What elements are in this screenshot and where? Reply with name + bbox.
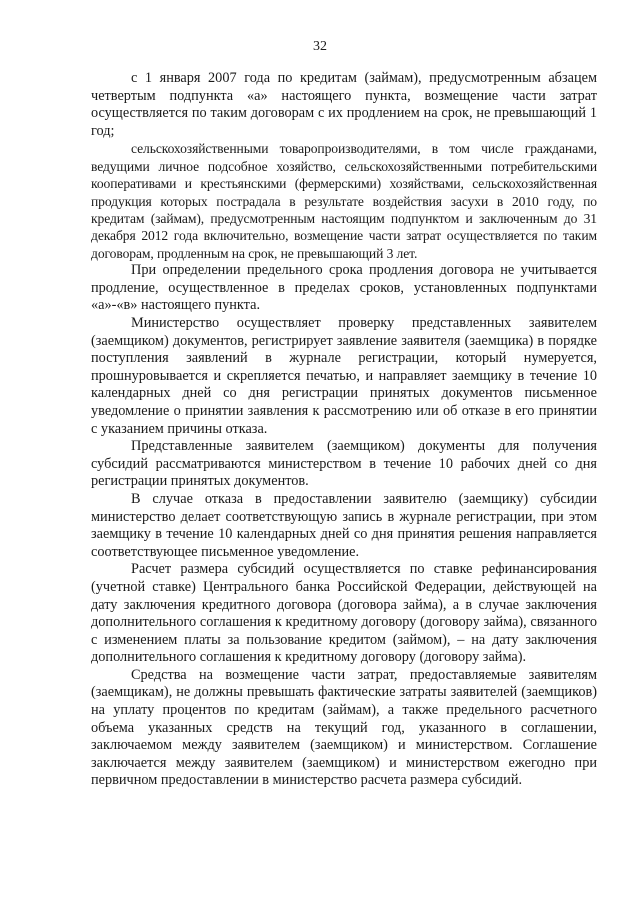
paragraph-extension-limit: При определении предельного срока продления договора не учитывается продление, осуществленное в пределах сроков, установленных подпунктами «а»-«в» настоящего пункта. (91, 262, 597, 314)
paragraph-subsidy-calculation: Расчет размера субсидий осуществляется по ставке рефинансирования (учетной ставке) Центрального банка Российской Федерации, действующей на дату заключения кредитного договора (договора займа), а в случае заключения дополнительного соглашения к кредитному договору (договору займа), связанного с изменением платы за пользование кредитом (займом), – на дату заключения дополнительного соглашения к кредитному договору (договору займа). (91, 561, 597, 666)
page-number: 32 (313, 39, 327, 54)
paragraph-review-period: Представленные заявителем (заемщиком) документы для получения субсидий рассматриваются министерством в течение 10 рабочих дней со дня регистрации принятых документов. (91, 438, 597, 490)
paragraph-drought-2010: сельскохозяйственными товаропроизводителями, в том числе гражданами, ведущими личное подсобное хозяйство, сельскохозяйственными потребительскими кооперативами и крестьянскими (фермерскими) хозяйствами, сельскохозяйственная продукция которых пострадала в результате воздействия засухи в 2010 году, по кредитам (займам), предусмотренным настоящим подпунктом и заключенным до 31 декабря 2012 года включительно, возмещение части затрат осуществляется по таким договорам, продленным на срок, не превышающий 3 лет. (91, 141, 597, 261)
document-body (91, 70, 597, 790)
paragraph-term-2007: с 1 января 2007 года по кредитам (займам), предусмотренным абзацем четвертым подпункта «а» настоящего пункта, возмещение части затрат осуществляется по таким договорам с их продлением на срок, не превышающий 1 год; (91, 70, 597, 139)
paragraph-refusal: В случае отказа в предоставлении заявителю (заемщику) субсидии министерство делает соответствующую запись в журнале регистрации, при этом заемщику в течение 10 календарных дней со дня принятия решения направляется соответствующее письменное уведомление. (91, 490, 597, 560)
paragraph-ministry-review: Министерство осуществляет проверку представленных заявителем (заемщиком) документов, регистрирует заявление заявителя (заемщика) в порядке поступления заявлений в журнале регистрации, который нумеруется, прошнуровывается и скрепляется печатью, и направляет заемщику в течение 10 календарных дней со дня регистрации принятых документов письменное уведомление о принятии заявления к рассмотрению или об отказе в его принятии с указанием причины отказа. (91, 315, 597, 437)
paragraph-funds-limit: Средства на возмещение части затрат, предоставляемые заявителям (заемщикам), не должны превышать фактические затраты заявителей (заемщиков) на уплату процентов по кредитам (займам), а также предельного расчетного объема указанных средств на текущий год, указанного в соглашении, заключаемом между заявителем (заемщиком) и министерством. Соглашение заключается между заявителем (заемщиком) и министерством ежегодно при первичном предоставлении в министерство расчета размера субсидий. (91, 666, 597, 789)
